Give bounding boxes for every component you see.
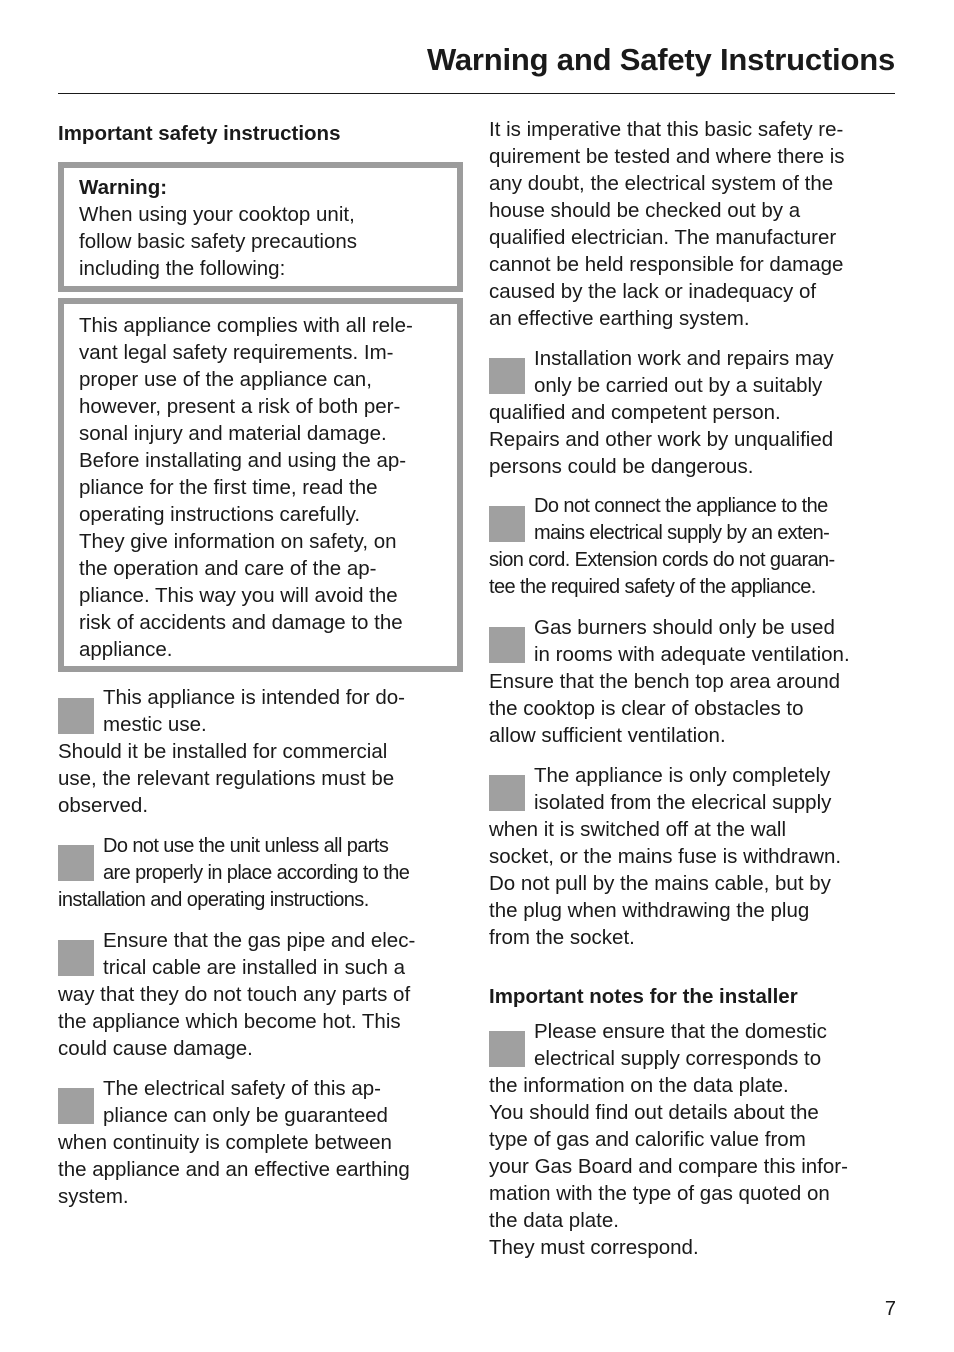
safety-bullet-parts-in-place: Do not use the unit unless all parts are properly in place according to the installation and operating instructions.	[58, 835, 410, 911]
compliance-text-line: however, present a risk of both per-	[79, 395, 401, 418]
warning-label: Warning:	[79, 176, 168, 199]
safety-bullet-installation-repairs: Installation work and repairs may only be carried out by a suitably qualified and competent person. Repairs and other work by unqualified persons could be dangerous.	[489, 347, 834, 478]
compliance-text-line: vant legal safety requirements. Im-	[79, 341, 394, 364]
section-heading-installer: Important notes for the installer	[489, 985, 798, 1008]
compliance-text-line: proper use of the appliance can,	[79, 368, 372, 391]
compliance-text-line: risk of accidents and damage to the	[79, 611, 403, 634]
safety-bullet-domestic-use: This appliance is intended for do- mestic use. Should it be installed for commercial use, the relevant regulations must be observed.	[58, 686, 405, 817]
page-title: Warning and Safety Instructions	[426, 42, 895, 77]
compliance-text-line: This appliance complies with all rele-	[79, 314, 413, 337]
safety-bullet-extension-cord: Do not connect the appliance to the mains electrical supply by an exten- sion cord. Extension cords do not guaran- tee the required safety of the appliance.	[489, 495, 835, 598]
warning-text-line: follow basic safety precautions	[79, 230, 358, 253]
bullet-square-icon	[58, 1088, 94, 1124]
compliance-text-line: sonal injury and material damage.	[79, 422, 387, 445]
bullet-square-icon	[58, 940, 94, 976]
bullet-square-icon	[489, 358, 525, 394]
compliance-text-line: operating instructions carefully.	[79, 503, 361, 526]
compliance-box	[58, 298, 463, 672]
bullet-square-icon	[58, 698, 94, 734]
compliance-text-line: pliance. This way you will avoid the	[79, 584, 398, 607]
safety-bullet-gas-pipe: Ensure that the gas pipe and elec- trical cable are installed in such a way that they do not touch any parts of the appliance which become hot. This could cause damage.	[58, 929, 416, 1060]
warning-box	[58, 162, 463, 292]
page-number: 7	[884, 1298, 896, 1320]
compliance-text-line: Before installating and using the ap-	[79, 449, 407, 472]
safety-bullet-isolation: The appliance is only completely isolated from the elecrical supply when it is switched off at the wall socket, or the mains fuse is withdrawn. Do not pull by the mains cable, but by the plug when withdrawing the plug from the socket.	[489, 764, 842, 949]
compliance-text-line: appliance.	[79, 638, 173, 661]
bullet-square-icon	[489, 1031, 525, 1067]
installer-bullet-supply-check: Please ensure that the domestic electrical supply corresponds to the information on the data plate. You should find out details about the type of gas and calorific value from your Gas Board and compare this infor- mation with the type of gas quoted on the data plate. They must correspond.	[489, 1020, 848, 1259]
bullet-square-icon	[58, 845, 94, 881]
safety-bullet-ventilation: Gas burners should only be used in rooms with adequate ventilation. Ensure that the bench top area around the cooktop is clear of obstacles to allow sufficient ventilation.	[489, 616, 850, 747]
warning-text-line: including the following:	[79, 257, 286, 280]
compliance-text-line: pliance for the first time, read the	[79, 476, 378, 499]
compliance-text-line: the operation and care of the ap-	[79, 557, 377, 580]
compliance-text-line: They give information on safety, on	[79, 530, 397, 553]
bullet-square-icon	[489, 627, 525, 663]
section-heading-safety: Important safety instructions	[58, 122, 341, 145]
bullet-square-icon	[489, 775, 525, 811]
title-rule	[58, 93, 895, 94]
warning-text-line: When using your cooktop unit,	[79, 203, 355, 226]
safety-bullet-electrical-safety: The electrical safety of this ap- pliance can only be guaranteed when continuity is complete between the appliance and an effective earthing system.	[58, 1077, 410, 1208]
earthing-requirement-paragraph: It is imperative that this basic safety re- quirement be tested and where there is any doubt, the electrical system of the house should be checked out by a qualified electrician. The manufacturer cannot be held responsible for damage caused by the lack or inadequacy of an effective earthing system.	[489, 118, 845, 330]
bullet-square-icon	[489, 506, 525, 542]
